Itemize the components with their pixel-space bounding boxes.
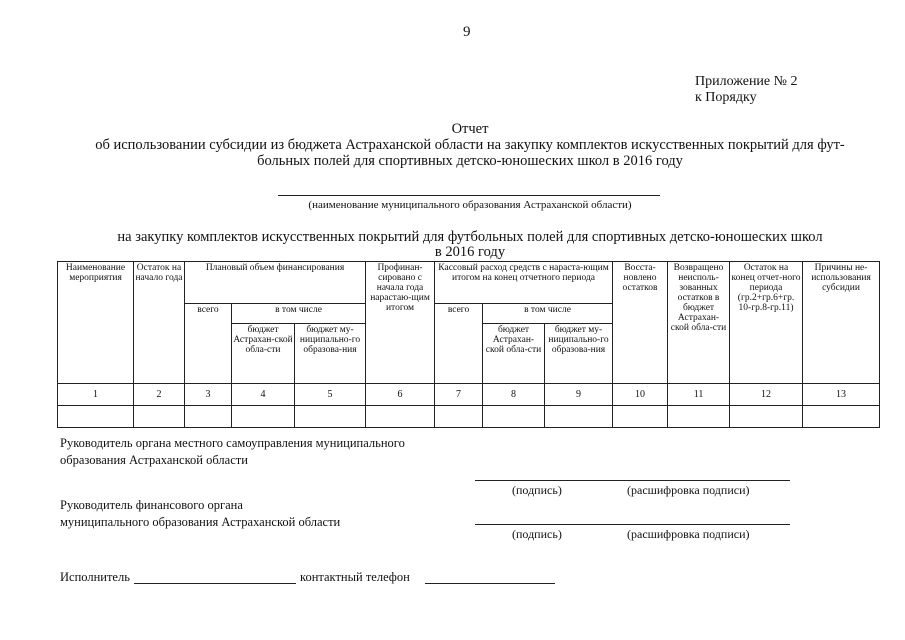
executor-line (134, 583, 296, 584)
head-local-government (60, 435, 405, 469)
head-financial-body (60, 497, 340, 531)
table-cell[interactable] (435, 406, 483, 428)
table-cell[interactable] (185, 406, 232, 428)
phone-line (425, 583, 555, 584)
header-balance-start: Остаток на начало года (134, 262, 185, 384)
header-cash-municipal: бюджет му-ниципально-го образова-ния (545, 324, 613, 384)
table-cell[interactable] (58, 406, 134, 428)
col-number: 12 (730, 384, 803, 406)
table-cell[interactable] (668, 406, 730, 428)
report-title: Отчет (451, 121, 489, 137)
col-number: 7 (435, 384, 483, 406)
head2-line1: Руководитель финансового органа (60, 498, 243, 512)
col-number: 5 (295, 384, 366, 406)
header-planned-total: всего (185, 304, 232, 384)
municipality-caption: (наименование муниципального образования Астраханской области) (308, 199, 632, 211)
header-reasons: Причины не-использования субсидии (803, 262, 880, 384)
table-cell[interactable] (730, 406, 803, 428)
header-cash-including: в том числе (483, 304, 613, 324)
col-number: 9 (545, 384, 613, 406)
col-number: 11 (668, 384, 730, 406)
signature-caption: (подпись) (512, 527, 562, 541)
header-planned: Плановый объем финансирования (185, 262, 366, 304)
appendix-header (695, 74, 798, 106)
head2-line2: муниципального образования Астраханской области (60, 515, 341, 529)
col-number: 8 (483, 384, 545, 406)
table-cell[interactable] (803, 406, 880, 428)
table-cell[interactable] (295, 406, 366, 428)
signature-line (475, 480, 790, 481)
head1-line2: образования Астраханской области (60, 453, 248, 467)
decoding-caption: (расшифровка подписи) (627, 527, 750, 541)
col-number: 13 (803, 384, 880, 406)
table-cell[interactable] (545, 406, 613, 428)
phone-label: контактный телефон (300, 570, 410, 584)
subtitle-line1: на закупку комплектов искусственных покрытий для футбольных полей для спортивных детско-юношеских школ (117, 229, 823, 245)
table-cell[interactable] (483, 406, 545, 428)
appendix-line1: Приложение № 2 (695, 74, 798, 89)
col-number: 1 (58, 384, 134, 406)
report-table (57, 261, 880, 428)
header-cash: Кассовый расход средств с нараста-ющим итогом на конец отчетного периода (435, 262, 613, 304)
column-number-row (58, 384, 880, 406)
table-cell[interactable] (366, 406, 435, 428)
table-cell[interactable] (232, 406, 295, 428)
col-number: 10 (613, 384, 668, 406)
table-cell[interactable] (613, 406, 668, 428)
header-cash-total: всего (435, 304, 483, 384)
page-number: 9 (463, 24, 471, 40)
table-row (58, 406, 880, 428)
head1-line1: Руководитель органа местного самоуправления муниципального (60, 436, 405, 450)
header-planned-municipal: бюджет му-ниципально-го образова-ния (295, 324, 366, 384)
subtitle-line2: в 2016 году (434, 244, 506, 260)
header-prefinanced: Профинан-сировано с начала года нарастаю-щим итогом (366, 262, 435, 384)
header-cash-regional: бюджет Астрахан-ской обла-сти (483, 324, 545, 384)
header-balance-end: Остаток на конец отчет-ного периода (гр.2+гр.6+гр. 10-гр.8-гр.11) (730, 262, 803, 384)
signature-line (475, 524, 790, 525)
header-restored: Восста-новлено остатков (613, 262, 668, 384)
header-planned-regional: бюджет Астрахан-ской обла-сти (232, 324, 295, 384)
report-title-line2: больных полей для спортивных детско-юношеских школ в 2016 году (257, 153, 683, 169)
header-planned-including: в том числе (232, 304, 366, 324)
col-number: 3 (185, 384, 232, 406)
header-name: Наименование мероприятия (58, 262, 134, 384)
header-returned: Возвращено неисполь-зованных остатков в бюджет Астрахан-ской обла-сти (668, 262, 730, 384)
signature-caption: (подпись) (512, 483, 562, 497)
table-cell[interactable] (134, 406, 185, 428)
col-number: 2 (134, 384, 185, 406)
report-title-line1: об использовании субсидии из бюджета Астраханской области на закупку комплектов искусственных покрытий для фут- (95, 137, 845, 153)
executor-label: Исполнитель (60, 570, 130, 584)
col-number: 4 (232, 384, 295, 406)
municipality-name-line (278, 195, 660, 196)
col-number: 6 (366, 384, 435, 406)
appendix-line2: к Порядку (695, 90, 757, 105)
decoding-caption: (расшифровка подписи) (627, 483, 750, 497)
